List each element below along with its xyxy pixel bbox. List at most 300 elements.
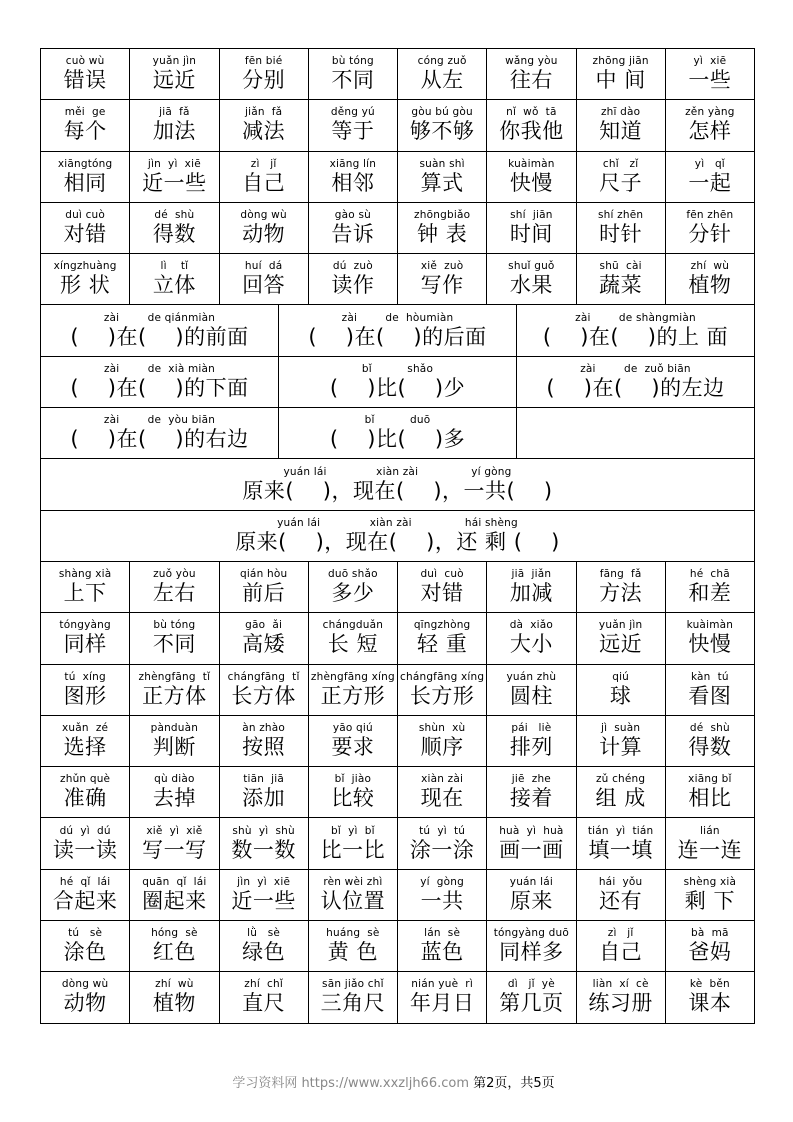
pinyin: yì qǐ [694,157,725,170]
pinyin: dòng wù [61,978,109,991]
table-row [41,562,754,613]
hanzi: 长 短 [327,632,378,657]
pinyin: jiā fǎ [159,106,190,119]
word-cell [309,870,398,920]
hanzi: ( )在( )的左边 [546,375,725,400]
word-cell [517,305,754,355]
word-cell [41,665,130,715]
word-cell [517,357,754,407]
table-row [41,357,754,408]
hanzi: 左右 [152,581,196,606]
hanzi: 对错 [420,581,464,606]
pinyin: děng yú [330,106,375,119]
word-cell [577,972,666,1022]
pinyin: cuò wù [65,55,105,68]
pinyin: yuǎn jìn [152,55,197,68]
word-cell [398,100,487,150]
word-cell [130,767,219,817]
pinyin: bǐ shǎo [361,362,434,375]
pinyin: huáng sè [326,927,380,940]
word-cell [666,665,754,715]
hanzi: 时间 [509,222,553,247]
hanzi: 绿色 [242,940,286,965]
word-cell [130,49,219,99]
pinyin: hóng sè [151,927,198,940]
hanzi: 上下 [63,581,107,606]
hanzi: 要求 [331,735,375,759]
pinyin: shèng xià [683,875,737,888]
word-cell [487,818,576,868]
pinyin: gāo ǎi [245,619,283,632]
pinyin: bǐ duō [364,414,431,427]
hanzi: 钟 表 [417,222,468,247]
hanzi: 不同 [331,68,375,93]
hanzi: 三角尺 [320,991,386,1016]
pinyin: lǜ sè [247,927,281,940]
table-row [41,305,754,356]
pinyin: yāo qiú [332,722,373,734]
pinyin: hé qǐ lái [59,875,111,888]
pinyin: wǎng yòu [505,55,558,68]
pinyin: shàng xià [58,568,112,581]
pinyin: zhí wù [690,260,730,273]
pinyin: duì cuò [65,209,106,222]
hanzi: 填一填 [588,837,653,862]
hanzi: 自己 [242,170,286,195]
hanzi: 得数 [152,222,196,247]
word-cell [130,100,219,150]
word-cell [220,972,309,1022]
word-cell [577,49,666,99]
hanzi: 和差 [688,581,732,606]
word-cell [487,613,576,663]
word-cell [487,972,576,1022]
pinyin: liàn xí cè [592,978,649,991]
word-cell [577,870,666,920]
table-row [41,152,754,203]
hanzi: 相同 [63,170,107,195]
pinyin: lián [700,824,720,837]
pinyin: pànduàn [150,722,199,734]
word-cell [279,357,517,407]
table-row [41,921,754,972]
hanzi: 组 成 [595,786,646,811]
hanzi: 远近 [599,632,643,657]
word-cell [220,152,309,202]
pinyin: zài de xià miàn [103,362,216,375]
hanzi: 合起来 [52,888,118,913]
pinyin: àn zhào [242,722,286,734]
pinyin: yuán lái xiàn zài yí gòng [283,465,512,478]
hanzi: 同样多 [499,940,564,965]
pinyin: jìn yì xiē [237,875,291,888]
word-cell [577,767,666,817]
hanzi: 得数 [688,735,732,759]
pinyin: zài de qiánmiàn [103,311,216,324]
word-cell [666,767,754,817]
hanzi: 还有 [599,888,643,913]
hanzi: 植物 [152,991,196,1016]
word-cell [309,100,398,150]
hanzi: 蔬菜 [599,273,643,298]
hanzi: 正方体 [142,683,207,708]
hanzi: 轻 重 [417,632,468,657]
hanzi: 接着 [509,786,553,811]
hanzi: 自己 [599,940,643,965]
word-cell [577,562,666,612]
pinyin: dé shù [689,722,730,734]
hanzi: 涂色 [63,940,107,965]
word-cell [398,767,487,817]
word-cell [577,665,666,715]
pinyin: qīngzhòng [413,619,471,632]
table-row [41,49,754,100]
hanzi: 排列 [509,735,553,759]
pinyin: shū cài [599,260,642,273]
hanzi: 准确 [63,786,107,811]
pinyin: dì jǐ yè [507,978,555,991]
table-row [41,459,754,510]
hanzi: 蓝色 [420,940,464,965]
pinyin: pái liè [511,722,552,734]
word-cell [487,49,576,99]
pinyin: zěn yàng [685,106,735,119]
table-row [41,665,754,716]
hanzi: 黄 色 [327,940,378,965]
pinyin: xuǎn zé [62,722,109,734]
hanzi: 从左 [420,68,464,93]
word-cell [279,305,517,355]
pinyin: zì jǐ [250,157,277,170]
hanzi: 写作 [420,273,464,298]
word-cell [666,254,754,304]
footer-watermark: 学习资料网 https://www.xxzljh66.com [232,1076,469,1091]
word-cell [41,562,130,612]
word-cell [666,100,754,150]
pinyin: zhèngfāng tǐ [138,670,211,683]
word-cell [309,972,398,1022]
hanzi: 错误 [63,68,107,93]
hanzi: 涂一涂 [409,837,475,862]
pinyin: xiàn zài [421,773,464,786]
word-cell [309,818,398,868]
pinyin: zhí wù [155,978,194,991]
pinyin: yuǎn jìn [598,619,643,632]
hanzi: 红色 [152,940,196,965]
pinyin: huà yì huà [499,824,564,837]
hanzi: 图形 [63,683,107,708]
word-cell [309,254,398,304]
hanzi: 加减 [509,581,553,606]
hanzi: 大小 [509,632,553,657]
pinyin: tiān jiā [243,773,285,786]
word-cell [666,921,754,971]
word-cell [309,921,398,971]
word-cell [220,818,309,868]
hanzi: 前后 [242,581,286,606]
word-cell [220,716,309,766]
hanzi: 分针 [688,222,732,247]
hanzi: 近一些 [231,888,296,913]
word-cell [130,665,219,715]
pinyin: měi ge [64,106,106,119]
pinyin: zhī dào [600,106,641,119]
word-cell [130,716,219,766]
hanzi: 认位置 [320,888,386,913]
hanzi: 看图 [688,683,732,708]
pinyin: xiāngtóng [57,157,113,170]
pinyin: duō shǎo [328,568,378,581]
pinyin: cóng zuǒ [417,55,467,68]
pinyin: jìn yì xiē [147,157,201,170]
pinyin: fēn zhēn [686,209,734,222]
hanzi: 长方形 [409,683,475,708]
word-cell [220,254,309,304]
hanzi: 加法 [152,119,196,144]
word-cell [487,870,576,920]
pinyin: zhí chǐ [244,978,283,991]
hanzi: 原来 [509,888,553,913]
hanzi: 不同 [152,632,196,657]
word-cell [398,665,487,715]
pinyin: zhèngfāng xíng [310,670,395,683]
pinyin: jiā jiǎn [511,568,552,581]
pinyin: sān jiǎo chǐ [322,978,384,991]
pinyin: nǐ wǒ tā [506,106,557,119]
hanzi: 植物 [688,273,732,298]
hanzi: 计算 [599,735,643,759]
pinyin: tián yì tián [587,824,654,837]
hanzi: ( )比( )多 [329,427,466,452]
word-cell [398,716,487,766]
pinyin: jì suàn [600,722,641,734]
footer-page-number: 第2页，共5页 [473,1076,555,1091]
word-cell [398,613,487,663]
word-cell [41,49,130,99]
pinyin: zài de yòu biān [103,414,216,427]
word-cell [41,818,130,868]
pinyin: zhōng jiān [592,55,649,68]
pinyin: jiǎn fǎ [244,106,283,119]
pinyin: kè běn [689,978,730,991]
hanzi: 快慢 [509,170,553,195]
word-cell [577,254,666,304]
word-cell [309,152,398,202]
hanzi: 立体 [152,273,196,298]
hanzi: 一共 [420,888,464,913]
pinyin: lì tǐ [160,260,189,273]
pinyin: tú yì tú [419,824,466,837]
hanzi: 原来( )，现在( )，还 剩 ( ) [235,529,560,554]
pinyin: dú yì dú [59,824,111,837]
word-cell [220,613,309,663]
pinyin: yì xiē [693,55,727,68]
word-cell [666,49,754,99]
word-cell [487,921,576,971]
word-cell [130,613,219,663]
hanzi: 知道 [599,119,643,144]
hanzi: ( )在( )的上 面 [542,324,729,349]
pinyin: bǐ jiào [334,773,372,786]
hanzi: 直尺 [242,991,286,1016]
word-cell [41,459,754,509]
pinyin: chángduǎn [322,619,384,632]
word-cell [41,716,130,766]
word-cell [130,818,219,868]
word-cell [577,818,666,868]
word-cell [41,972,130,1022]
pinyin: zhōngbiǎo [414,209,471,222]
word-cell [130,921,219,971]
pinyin: qiú [612,670,630,683]
hanzi: ( )在( )的下面 [70,375,249,400]
hanzi: 连一连 [677,837,743,862]
pinyin: zài de hòumiàn [341,311,454,324]
word-cell [398,870,487,920]
word-cell [398,254,487,304]
hanzi: ( )比( )少 [329,375,466,400]
pinyin: kàn tú [690,670,729,683]
word-cell [220,921,309,971]
word-cell [309,49,398,99]
word-cell [577,716,666,766]
word-cell [577,100,666,150]
pinyin: jiē zhe [511,773,551,786]
pinyin: xiě zuò [420,260,464,273]
hanzi: 对错 [63,222,107,247]
hanzi: 一些 [688,68,732,93]
table-row [41,203,754,254]
pinyin: fāng fǎ [599,568,642,581]
pinyin: tú sè [68,927,103,940]
pinyin: shí jiān [510,209,553,222]
hanzi: 圈起来 [142,888,207,913]
pinyin: fēn bié [244,55,283,68]
hanzi: 回答 [242,273,286,298]
word-cell [41,511,754,561]
pinyin: zuǒ yòu [153,568,196,581]
pinyin: chángfāng xíng [400,670,485,683]
hanzi: 比较 [331,786,375,811]
hanzi: 分别 [242,68,286,93]
pinyin: bǐ yì bǐ [331,824,375,837]
word-cell [398,203,487,253]
hanzi: 等于 [331,119,375,144]
pinyin: kuàimàn [508,157,555,170]
hanzi: 多少 [331,581,375,606]
word-cell [666,203,754,253]
hanzi: 高矮 [242,632,286,657]
pinyin: shù yì shù [232,824,295,837]
hanzi: 第几页 [499,991,564,1016]
hanzi: ( )在( )的前面 [70,324,249,349]
word-cell [398,49,487,99]
hanzi: 方法 [599,581,643,606]
word-cell [398,562,487,612]
pinyin: chǐ zǐ [602,157,639,170]
hanzi: 一起 [688,170,732,195]
word-cell [41,870,130,920]
table-row [41,972,754,1023]
word-cell [487,100,576,150]
hanzi: 数一数 [231,837,296,862]
pinyin: tóngyàng [59,619,111,632]
vocabulary-table [40,48,755,1024]
pinyin: shuǐ guǒ [508,260,555,273]
word-cell [130,972,219,1022]
word-cell [130,870,219,920]
pinyin: hái yǒu [598,875,643,888]
hanzi: 时针 [599,222,643,247]
hanzi: 添加 [242,786,286,811]
hanzi: 中 间 [595,68,646,93]
table-row [41,254,754,305]
hanzi: 够不够 [409,119,475,144]
word-cell [220,870,309,920]
table-row [41,818,754,869]
pinyin: xiāng bǐ [688,773,732,786]
pinyin: yuán lái xiàn zài hái shèng [277,516,518,529]
pinyin: duì cuò [420,568,464,581]
hanzi: ( )在( )的后面 [308,324,487,349]
table-row [41,408,754,459]
word-cell [487,767,576,817]
pinyin: dòng wù [240,209,287,222]
word-cell [309,613,398,663]
pinyin: nián yuè rì [411,978,473,991]
pinyin: zài de zuǒ biān [580,362,691,375]
word-cell [41,357,279,407]
hanzi: 顺序 [420,735,464,759]
hanzi: 剩 下 [684,888,735,913]
hanzi: 原来( )，现在( )，一共( ) [242,478,553,503]
pinyin: tú xíng [64,670,106,683]
table-row [41,511,754,562]
hanzi: 读一读 [52,837,118,862]
pinyin: yí gòng [420,875,465,888]
hanzi: 怎样 [688,119,732,144]
word-cell [666,818,754,868]
hanzi: 形 状 [60,273,111,298]
hanzi: 年月日 [409,991,475,1016]
hanzi: 告诉 [331,222,375,247]
hanzi: 相比 [688,786,732,811]
pinyin: shùn xù [418,722,466,734]
hanzi: 长方体 [231,683,296,708]
word-cell [309,665,398,715]
word-cell [41,152,130,202]
pinyin: xiě yì xiě [146,824,203,837]
pinyin: dú zuò [332,260,373,273]
pinyin: qián hòu [239,568,288,581]
hanzi: 同样 [63,632,107,657]
word-cell [220,203,309,253]
page-footer [0,1072,793,1091]
pinyin: shí zhēn [597,209,644,222]
word-cell [41,100,130,150]
hanzi: 现在 [420,786,464,811]
pinyin: gào sù [334,209,371,222]
table-row [41,767,754,818]
pinyin: kuàimàn [686,619,734,632]
pinyin: yuán lái [509,875,553,888]
word-cell [130,152,219,202]
hanzi: 快慢 [688,632,732,657]
word-cell [220,665,309,715]
word-cell [220,100,309,150]
word-cell [279,408,517,458]
hanzi: 每个 [63,119,107,144]
